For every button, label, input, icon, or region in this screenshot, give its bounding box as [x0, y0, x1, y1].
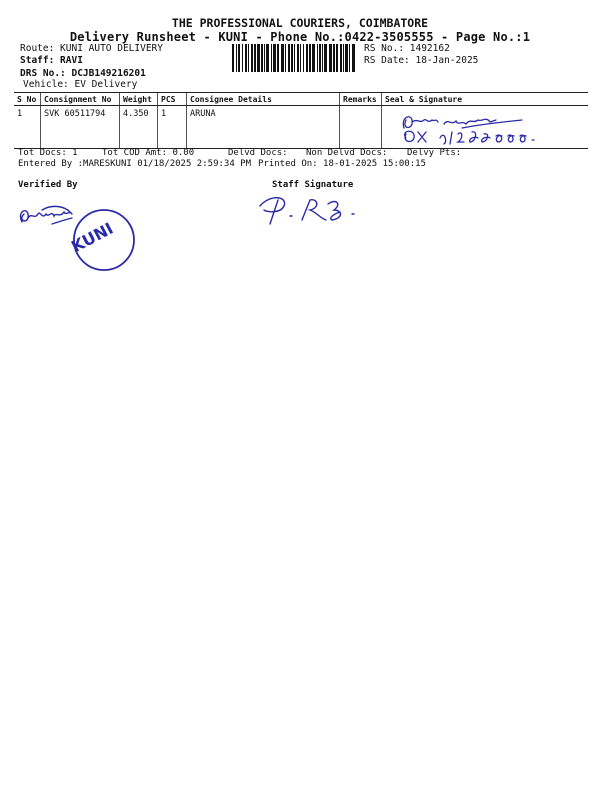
col-sno: S No — [14, 93, 41, 106]
route-text: Route: KUNI AUTO DELIVERY — [20, 43, 163, 54]
col-weight: Weight — [120, 93, 158, 106]
rs-number: RS No.: 1492162 — [364, 43, 450, 54]
table-header-row — [14, 93, 588, 106]
receiver-signature — [392, 108, 552, 146]
cell-consignee: ARUNA — [187, 106, 340, 149]
col-pcs: PCS — [158, 93, 187, 106]
tot-cod-amount: Tot COD Amt: 0.00 — [102, 148, 195, 158]
col-seal-signature: Seal & Signature — [382, 93, 589, 106]
cell-consignment: SVK 60511794 — [41, 106, 120, 149]
rs-date: RS Date: 18-Jan-2025 — [364, 55, 479, 66]
vehicle-text: Vehicle: EV Delivery — [23, 79, 138, 90]
company-title: THE PROFESSIONAL COURIERS, COIMBATORE — [171, 16, 429, 30]
cell-remarks — [340, 106, 382, 149]
cell-weight: 4.350 — [120, 106, 158, 149]
runsheet-subtitle: Delivery Runsheet - KUNI - Phone No.:0422-3505555 - Page No.:1 — [69, 30, 531, 44]
kuni-stamp-text: KUNI — [68, 218, 117, 257]
barcode-image — [232, 44, 356, 72]
delivery-points: Delvy Pts: — [407, 148, 462, 158]
tot-docs: Tot Docs: 1 — [18, 148, 78, 158]
col-remarks: Remarks — [340, 93, 382, 106]
col-consignment: Consignment No — [41, 93, 120, 106]
verified-by-label: Verified By — [18, 180, 78, 190]
staff-signature — [256, 192, 362, 228]
staff-text: Staff: RAVI — [20, 55, 83, 66]
entered-by: Entered By :MARESKUNI 01/18/2025 2:59:34 PM — [18, 159, 251, 169]
col-consignee: Consignee Details — [187, 93, 340, 106]
delivered-docs: Delvd Docs: — [228, 148, 288, 158]
drs-number: DRS No.: DCJB149216201 — [20, 68, 146, 79]
printed-on: Printed On: 18-01-2025 15:00:15 — [258, 159, 426, 169]
non-delivered-docs: Non Delvd Docs: — [306, 148, 388, 158]
cell-pcs: 1 — [158, 106, 187, 149]
cell-sno: 1 — [14, 106, 41, 149]
staff-signature-label: Staff Signature — [272, 180, 354, 190]
